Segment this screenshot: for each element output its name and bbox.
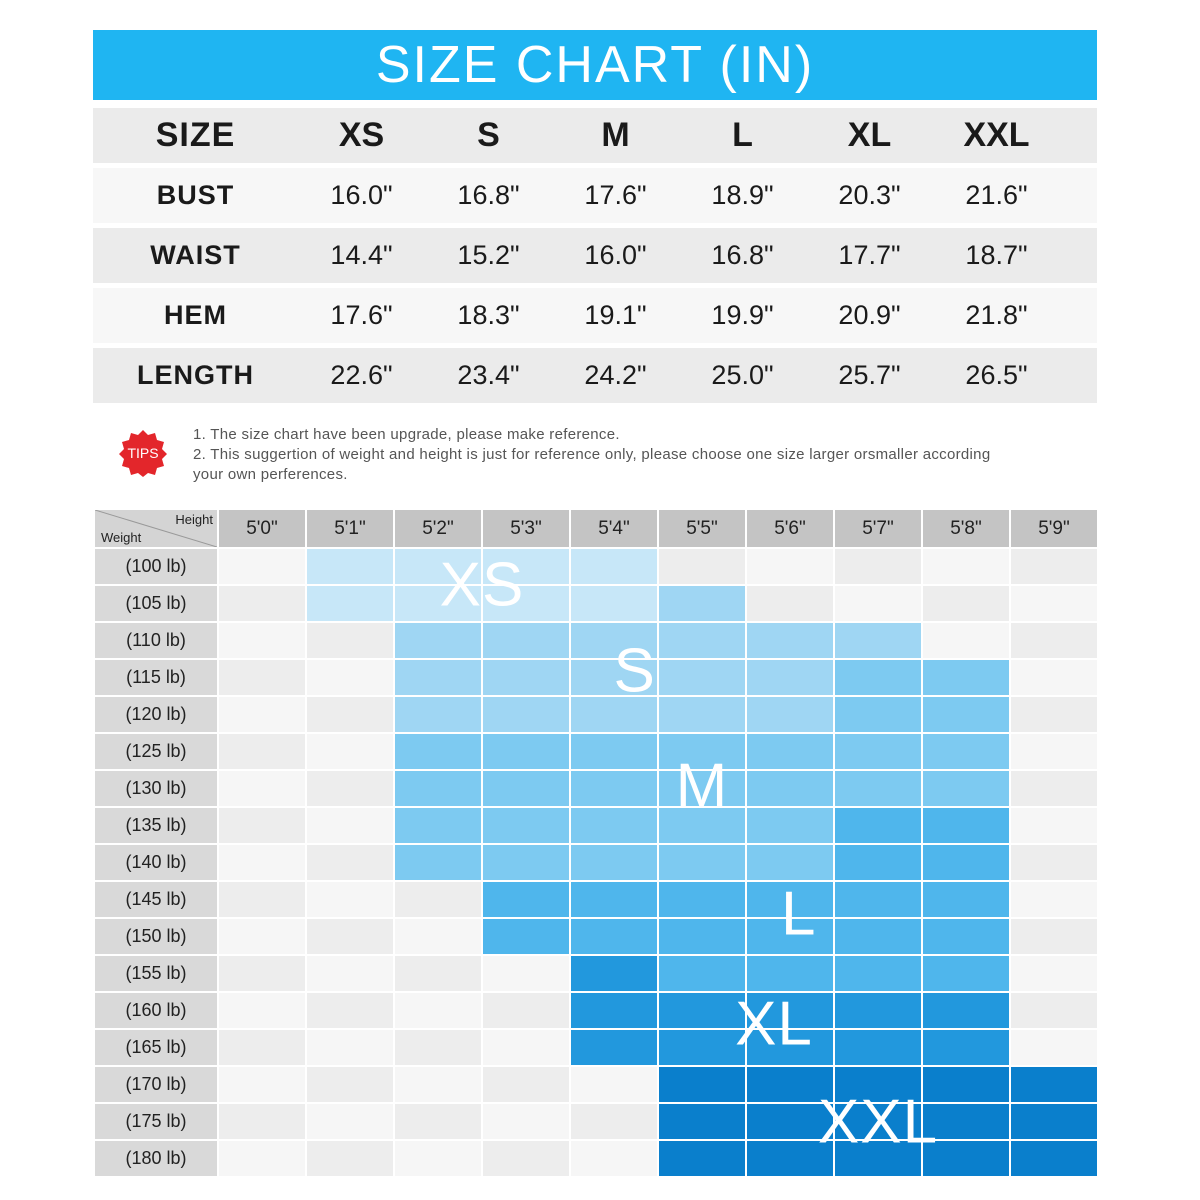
table-cell: 20.9" xyxy=(838,300,901,330)
size-cell-s xyxy=(747,697,833,732)
size-cell-xl xyxy=(571,993,657,1028)
empty-cell xyxy=(219,1030,305,1065)
table-cell: 16.8" xyxy=(711,240,774,270)
size-cell-l xyxy=(923,919,1009,954)
height-column-header: 5'8" xyxy=(923,510,1009,547)
empty-cell xyxy=(307,993,393,1028)
size-cell-xl xyxy=(835,1030,921,1065)
empty-cell xyxy=(835,586,921,621)
size-cell-s xyxy=(659,660,745,695)
empty-cell xyxy=(307,623,393,658)
height-column-header: 5'6" xyxy=(747,510,833,547)
size-cell-m xyxy=(483,771,569,806)
empty-cell xyxy=(307,808,393,843)
empty-cell xyxy=(219,1067,305,1102)
empty-cell xyxy=(307,882,393,917)
height-column-header: 5'5" xyxy=(659,510,745,547)
table-cell: 14.4" xyxy=(330,240,393,270)
weight-row-header: (155 lb) xyxy=(95,956,217,991)
size-cell-m xyxy=(747,771,833,806)
weight-row-header: (150 lb) xyxy=(95,919,217,954)
grid-corner xyxy=(95,510,217,547)
size-cell-xxl xyxy=(1011,1141,1097,1176)
size-cell-xxl xyxy=(1011,1067,1097,1102)
size-cell-xs xyxy=(307,549,393,584)
empty-cell xyxy=(219,882,305,917)
empty-cell xyxy=(307,697,393,732)
weight-row-header: (180 lb) xyxy=(95,1141,217,1176)
table-cell: 18.3" xyxy=(457,300,520,330)
size-cell-m xyxy=(395,771,481,806)
size-cell-s xyxy=(835,623,921,658)
empty-cell xyxy=(219,845,305,880)
size-cell-m xyxy=(923,771,1009,806)
empty-cell xyxy=(1011,956,1097,991)
size-cell-xl xyxy=(571,1030,657,1065)
size-cell-l xyxy=(483,919,569,954)
height-column-header: 5'3" xyxy=(483,510,569,547)
header-s: S xyxy=(477,116,500,154)
table-cell: 21.8" xyxy=(965,300,1028,330)
size-cell-m xyxy=(747,845,833,880)
size-cell-xl xyxy=(659,1030,745,1065)
size-cell-l xyxy=(835,808,921,843)
empty-cell xyxy=(1011,1030,1097,1065)
empty-cell xyxy=(483,1104,569,1139)
table-cell: 16.8" xyxy=(457,180,520,210)
empty-cell xyxy=(571,1067,657,1102)
empty-cell xyxy=(307,919,393,954)
empty-cell xyxy=(1011,845,1097,880)
header-l: L xyxy=(732,116,753,154)
weight-row-header: (145 lb) xyxy=(95,882,217,917)
size-cell-l xyxy=(923,845,1009,880)
height-axis-label: Height xyxy=(175,512,213,527)
empty-cell xyxy=(395,956,481,991)
size-region-label-xl: XL xyxy=(735,989,813,1059)
table-cell: 21.6" xyxy=(965,180,1028,210)
size-cell-m xyxy=(483,808,569,843)
table-cell: 25.0" xyxy=(711,360,774,390)
empty-cell xyxy=(923,549,1009,584)
height-column-header: 5'9" xyxy=(1011,510,1097,547)
size-cell-s xyxy=(659,623,745,658)
measurement-table xyxy=(93,108,1097,408)
tips-icon xyxy=(118,428,168,478)
height-column-header: 5'1" xyxy=(307,510,393,547)
size-cell-m xyxy=(659,845,745,880)
table-cell: 22.6" xyxy=(330,360,393,390)
page-title: SIZE CHART (IN) xyxy=(93,30,1097,100)
empty-cell xyxy=(483,1141,569,1176)
row-label: LENGTH xyxy=(137,360,254,390)
empty-cell xyxy=(307,1067,393,1102)
table-cell: 18.9" xyxy=(711,180,774,210)
height-column-header: 5'2" xyxy=(395,510,481,547)
empty-cell xyxy=(1011,660,1097,695)
size-cell-m xyxy=(395,845,481,880)
empty-cell xyxy=(219,1141,305,1176)
measurement-row-bust xyxy=(93,168,1097,223)
size-cell-m xyxy=(395,734,481,769)
size-cell-l xyxy=(835,845,921,880)
empty-cell xyxy=(395,882,481,917)
size-region-label-s: S xyxy=(613,636,656,706)
empty-cell xyxy=(307,956,393,991)
table-cell: 16.0" xyxy=(330,180,393,210)
size-cell-s xyxy=(659,586,745,621)
empty-cell xyxy=(923,586,1009,621)
size-cell-xl xyxy=(571,956,657,991)
size-cell-s xyxy=(483,697,569,732)
size-cell-xs xyxy=(571,549,657,584)
empty-cell xyxy=(395,1067,481,1102)
empty-cell xyxy=(1011,623,1097,658)
row-label: WAIST xyxy=(150,240,241,270)
size-cell-m xyxy=(835,771,921,806)
table-cell: 25.7" xyxy=(838,360,901,390)
size-cell-s xyxy=(483,623,569,658)
size-cell-m xyxy=(571,771,657,806)
empty-cell xyxy=(219,623,305,658)
empty-cell xyxy=(747,586,833,621)
empty-cell xyxy=(1011,734,1097,769)
size-cell-l xyxy=(747,956,833,991)
empty-cell xyxy=(219,808,305,843)
empty-cell xyxy=(747,549,833,584)
size-cell-l xyxy=(835,882,921,917)
size-cell-l xyxy=(923,808,1009,843)
empty-cell xyxy=(395,1141,481,1176)
table-cell: 24.2" xyxy=(584,360,647,390)
size-cell-xs xyxy=(307,586,393,621)
size-cell-l xyxy=(659,919,745,954)
weight-row-header: (170 lb) xyxy=(95,1067,217,1102)
size-cell-m xyxy=(923,734,1009,769)
size-cell-m xyxy=(483,845,569,880)
empty-cell xyxy=(483,956,569,991)
measurement-row-waist xyxy=(93,228,1097,283)
weight-row-header: (115 lb) xyxy=(95,660,217,695)
empty-cell xyxy=(307,1030,393,1065)
weight-row-header: (135 lb) xyxy=(95,808,217,843)
size-cell-xxl xyxy=(1011,1104,1097,1139)
table-cell: 17.6" xyxy=(330,300,393,330)
size-cell-l xyxy=(835,956,921,991)
size-region-label-xs: XS xyxy=(439,550,525,620)
weight-row-header: (100 lb) xyxy=(95,549,217,584)
size-cell-xl xyxy=(923,1030,1009,1065)
empty-cell xyxy=(1011,919,1097,954)
table-cell: 17.7" xyxy=(838,240,901,270)
tip-line-2: 2. This suggertion of weight and height is just for reference only, please choose one size larger orsmaller according xyxy=(193,446,991,463)
weight-row-header: (110 lb) xyxy=(95,623,217,658)
tips-notes xyxy=(193,425,1093,485)
size-cell-m xyxy=(747,808,833,843)
size-region-label-m: M xyxy=(675,751,729,821)
measurement-row-hem xyxy=(93,288,1097,343)
size-cell-xxl xyxy=(659,1141,745,1176)
size-cell-m xyxy=(571,808,657,843)
size-cell-xs xyxy=(571,586,657,621)
tip-line-3: your own perferences. xyxy=(193,466,348,483)
empty-cell xyxy=(395,919,481,954)
weight-row-header: (105 lb) xyxy=(95,586,217,621)
size-cell-l xyxy=(571,882,657,917)
empty-cell xyxy=(307,1104,393,1139)
size-cell-s xyxy=(395,623,481,658)
empty-cell xyxy=(219,660,305,695)
table-cell: 26.5" xyxy=(965,360,1028,390)
empty-cell xyxy=(571,1141,657,1176)
size-cell-s xyxy=(659,697,745,732)
size-cell-s xyxy=(395,697,481,732)
table-cell: 18.7" xyxy=(965,240,1028,270)
size-cell-m xyxy=(571,845,657,880)
weight-row-header: (130 lb) xyxy=(95,771,217,806)
size-cell-s xyxy=(747,623,833,658)
size-cell-s xyxy=(483,660,569,695)
height-column-header: 5'0" xyxy=(219,510,305,547)
size-cell-m xyxy=(923,697,1009,732)
empty-cell xyxy=(219,697,305,732)
size-cell-m xyxy=(835,660,921,695)
size-cell-l xyxy=(923,882,1009,917)
size-cell-l xyxy=(835,919,921,954)
empty-cell xyxy=(483,1067,569,1102)
table-cell: 17.6" xyxy=(584,180,647,210)
empty-cell xyxy=(219,1104,305,1139)
empty-cell xyxy=(923,623,1009,658)
tips-icon-label: TIPS xyxy=(127,445,159,461)
header-xxl: XXL xyxy=(963,116,1030,154)
size-cell-m xyxy=(835,734,921,769)
size-region-label-l: L xyxy=(781,879,817,949)
row-label: BUST xyxy=(156,180,235,210)
size-cell-l xyxy=(659,956,745,991)
size-cell-m xyxy=(395,808,481,843)
empty-cell xyxy=(219,919,305,954)
weight-row-header: (125 lb) xyxy=(95,734,217,769)
empty-cell xyxy=(1011,697,1097,732)
empty-cell xyxy=(1011,808,1097,843)
header-size: SIZE xyxy=(155,116,236,154)
size-cell-m xyxy=(835,697,921,732)
height-column-header: 5'4" xyxy=(571,510,657,547)
size-cell-s xyxy=(747,660,833,695)
size-cell-xl xyxy=(835,993,921,1028)
size-cell-m xyxy=(747,734,833,769)
weight-row-header: (120 lb) xyxy=(95,697,217,732)
header-m: M xyxy=(601,116,630,154)
weight-row-header: (175 lb) xyxy=(95,1104,217,1139)
size-cell-l xyxy=(483,882,569,917)
size-cell-m xyxy=(923,660,1009,695)
size-cell-m xyxy=(483,734,569,769)
empty-cell xyxy=(1011,586,1097,621)
empty-cell xyxy=(219,734,305,769)
header-xs: XS xyxy=(338,116,385,154)
measurement-header-row xyxy=(93,108,1097,163)
weight-row-header: (160 lb) xyxy=(95,993,217,1028)
tip-line-1: 1. The size chart have been upgrade, please make reference. xyxy=(193,426,620,443)
size-cell-l xyxy=(923,956,1009,991)
size-cell-l xyxy=(659,882,745,917)
empty-cell xyxy=(483,1030,569,1065)
empty-cell xyxy=(307,1141,393,1176)
empty-cell xyxy=(219,549,305,584)
empty-cell xyxy=(307,660,393,695)
weight-row-header: (165 lb) xyxy=(95,1030,217,1065)
measurement-row-length xyxy=(93,348,1097,403)
table-cell: 19.9" xyxy=(711,300,774,330)
table-cell: 19.1" xyxy=(584,300,647,330)
empty-cell xyxy=(571,1104,657,1139)
size-cell-xl xyxy=(923,993,1009,1028)
size-region-label-xxl: XXL xyxy=(817,1087,939,1156)
empty-cell xyxy=(1011,882,1097,917)
empty-cell xyxy=(307,734,393,769)
row-label: HEM xyxy=(164,300,227,330)
header-xl: XL xyxy=(847,116,892,154)
weight-axis-label: Weight xyxy=(101,530,142,545)
size-cell-l xyxy=(571,919,657,954)
table-cell: 23.4" xyxy=(457,360,520,390)
height-column-header: 5'7" xyxy=(835,510,921,547)
table-cell: 16.0" xyxy=(584,240,647,270)
weight-row-header: (140 lb) xyxy=(95,845,217,880)
empty-cell xyxy=(1011,993,1097,1028)
empty-cell xyxy=(395,1104,481,1139)
empty-cell xyxy=(307,845,393,880)
empty-cell xyxy=(483,993,569,1028)
empty-cell xyxy=(219,771,305,806)
table-cell: 15.2" xyxy=(457,240,520,270)
size-cell-s xyxy=(395,660,481,695)
empty-cell xyxy=(395,1030,481,1065)
size-cell-xxl xyxy=(659,1104,745,1139)
size-cell-xxl xyxy=(659,1067,745,1102)
empty-cell xyxy=(219,586,305,621)
empty-cell xyxy=(659,549,745,584)
size-cell-m xyxy=(571,734,657,769)
empty-cell xyxy=(1011,549,1097,584)
empty-cell xyxy=(307,771,393,806)
empty-cell xyxy=(835,549,921,584)
empty-cell xyxy=(1011,771,1097,806)
empty-cell xyxy=(219,993,305,1028)
size-cell-xl xyxy=(659,993,745,1028)
table-cell: 20.3" xyxy=(838,180,901,210)
empty-cell xyxy=(395,993,481,1028)
empty-cell xyxy=(219,956,305,991)
